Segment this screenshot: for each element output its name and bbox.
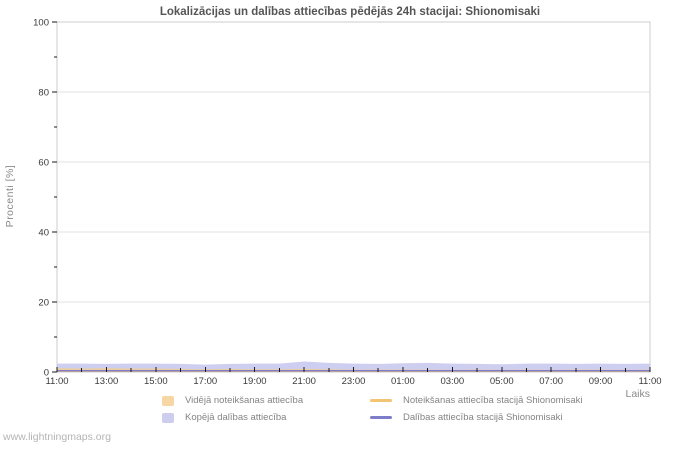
legend: [162, 392, 583, 426]
legend-label-detection-avg: Vidējā noteikšanas attiecība: [185, 395, 304, 406]
svg-text:11:00: 11:00: [638, 376, 662, 387]
svg-text:23:00: 23:00: [341, 376, 366, 387]
legend-label-participation-station: Dalības attiecība stacijā Shionomisaki: [403, 412, 563, 423]
svg-text:0: 0: [43, 367, 49, 379]
svg-text:80: 80: [38, 87, 49, 99]
y-ticks: [52, 22, 57, 372]
y-tick-labels: [33, 18, 49, 379]
participation-station-line-icon: [370, 416, 392, 419]
svg-text:15:00: 15:00: [143, 376, 168, 387]
detection-station-line-icon: [370, 399, 392, 402]
svg-text:03:00: 03:00: [440, 376, 465, 387]
svg-text:05:00: 05:00: [489, 376, 514, 387]
svg-text:100: 100: [33, 17, 49, 29]
svg-text:01:00: 01:00: [391, 376, 415, 387]
x-axis-title: Laiks: [625, 388, 650, 400]
svg-text:17:00: 17:00: [193, 376, 218, 387]
legend-label-participation-total: Kopējā dalības attiecība: [185, 412, 287, 423]
chart-title: Lokalizācijas un dalības attiecības pēdējās 24h stacijai: Shionomisaki: [159, 6, 541, 18]
svg-text:11:00: 11:00: [45, 376, 69, 387]
y-axis-title: Procenti [%]: [4, 164, 16, 228]
svg-text:60: 60: [38, 157, 49, 169]
svg-text:07:00: 07:00: [539, 376, 564, 387]
svg-text:21:00: 21:00: [292, 376, 316, 387]
svg-text:40: 40: [38, 227, 49, 239]
legend-label-detection-station: Noteikšanas attiecība stacijā Shionomisaki: [403, 395, 583, 406]
plot-border: [57, 22, 650, 372]
participation-total-swatch-icon: [162, 413, 174, 423]
y-gridlines: [57, 92, 650, 302]
svg-text:09:00: 09:00: [588, 376, 613, 387]
x-tick-labels: [45, 376, 661, 387]
svg-text:20: 20: [38, 297, 49, 309]
watermark-link[interactable]: www.lightningmaps.org: [3, 431, 111, 443]
svg-text:19:00: 19:00: [242, 376, 267, 387]
detection-avg-swatch-icon: [162, 396, 174, 406]
svg-text:13:00: 13:00: [94, 376, 119, 387]
